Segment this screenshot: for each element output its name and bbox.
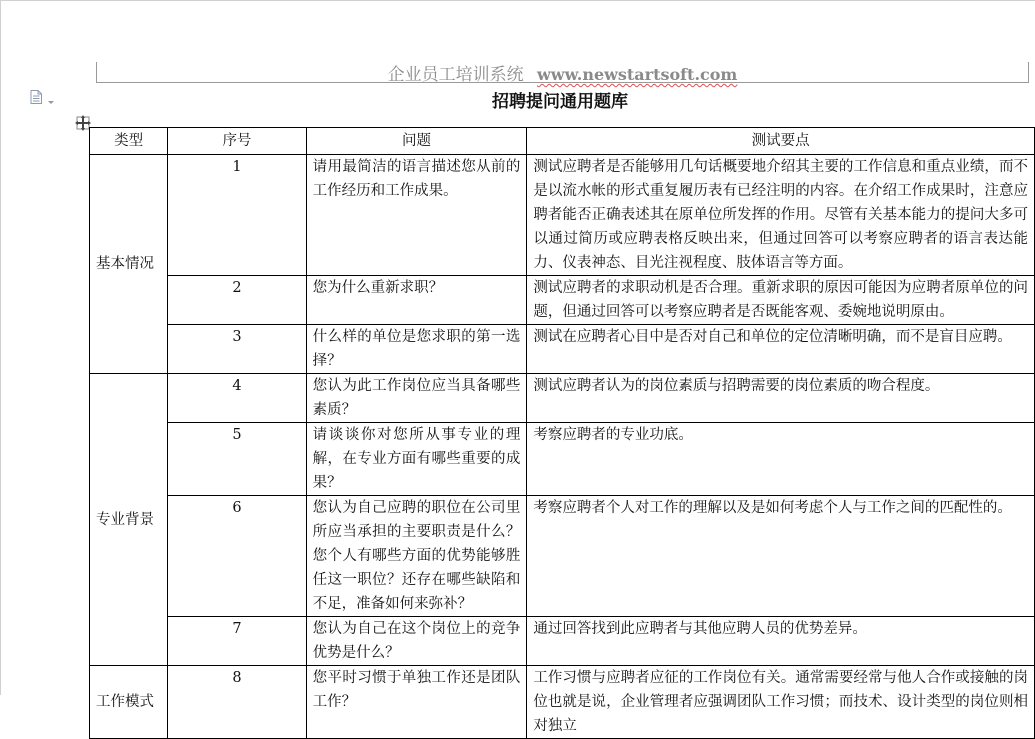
page-header[interactable] bbox=[96, 60, 1029, 85]
table-row bbox=[90, 374, 1035, 423]
test-point-cell: 工作习惯与应聘者应征的工作岗位有关。通常需要经常与他人合作或接触的岗位也就是说，企业管理者应强调团队工作习惯；而技术、设计类型的岗位则相对独立 bbox=[527, 666, 1035, 739]
question-cell: 您认为自己在这个岗位上的竞争优势是什么？ bbox=[306, 617, 527, 666]
question-table bbox=[89, 127, 1035, 739]
question-cell: 您为什么重新求职？ bbox=[306, 276, 527, 325]
question-cell: 什么样的单位是您求职的第一选择？ bbox=[306, 325, 527, 374]
test-point-cell: 测试应聘者认为的岗位素质与招聘需要的岗位素质的吻合程度。 bbox=[527, 374, 1035, 423]
table-row bbox=[90, 155, 1035, 276]
table-row bbox=[90, 666, 1035, 739]
category-cell: 专业背景 bbox=[90, 374, 168, 666]
column-header-test-point: 测试要点 bbox=[527, 128, 1035, 155]
document-title: 招聘提问通用题库 bbox=[492, 92, 628, 112]
test-point-cell: 测试在应聘者心目中是否对自己和单位的定位清晰明确，而不是盲目应聘。 bbox=[527, 325, 1035, 374]
number-cell: 6 bbox=[168, 496, 306, 617]
number-cell: 1 bbox=[168, 155, 306, 276]
table-row bbox=[90, 423, 1035, 496]
table-row bbox=[90, 325, 1035, 374]
table-row bbox=[90, 276, 1035, 325]
test-point-cell: 通过回答找到此应聘者与其他应聘人员的优势差异。 bbox=[527, 617, 1035, 666]
table-header-row bbox=[90, 128, 1035, 155]
number-cell: 8 bbox=[168, 666, 306, 739]
column-header-question: 问题 bbox=[306, 128, 527, 155]
question-cell: 请用最简洁的语言描述您从前的工作经历和工作成果。 bbox=[306, 155, 527, 276]
test-point-cell: 考察应聘者的专业功底。 bbox=[527, 423, 1035, 496]
page-left-edge bbox=[0, 0, 1, 695]
chevron-down-icon[interactable] bbox=[47, 91, 55, 99]
number-cell: 2 bbox=[168, 276, 306, 325]
table-row bbox=[90, 617, 1035, 666]
test-point-cell: 测试应聘者的求职动机是否合理。重新求职的原因可能因为应聘者原单位的问题，但通过回答可以考察应聘者是否既能客观、委婉地说明原由。 bbox=[527, 276, 1035, 325]
header-url[interactable]: www.newstartsoft.com bbox=[537, 65, 738, 84]
column-header-category: 类型 bbox=[90, 128, 168, 155]
column-header-number: 序号 bbox=[168, 128, 306, 155]
header-company: 企业员工培训系统 bbox=[387, 65, 524, 85]
category-cell: 基本情况 bbox=[90, 155, 168, 374]
question-cell: 您平时习惯于单独工作还是团队工作？ bbox=[306, 666, 527, 739]
table-row bbox=[90, 496, 1035, 617]
number-cell: 4 bbox=[168, 374, 306, 423]
document-icon[interactable] bbox=[30, 89, 42, 103]
test-point-cell: 考察应聘者个人对工作的理解以及是如何考虑个人与工作之间的匹配性的。 bbox=[527, 496, 1035, 617]
number-cell: 5 bbox=[168, 423, 306, 496]
question-cell: 您认为自己应聘的职位在公司里所应当承担的主要职责是什么？您个人有哪些方面的优势能够胜任这一职位？还存在哪些缺陷和不足，准备如何来弥补？ bbox=[306, 496, 527, 617]
category-cell: 工作模式 bbox=[90, 666, 168, 739]
question-cell: 您认为此工作岗位应当具备哪些素质？ bbox=[306, 374, 527, 423]
question-cell: 请谈谈你对您所从事专业的理解，在专业方面有哪些重要的成果？ bbox=[306, 423, 527, 496]
number-cell: 7 bbox=[168, 617, 306, 666]
page-top-edge bbox=[0, 0, 1035, 1]
test-point-cell: 测试应聘者是否能够用几句话概要地介绍其主要的工作信息和重点业绩，而不是以流水帐的形式重复履历表有已经注明的内容。在介绍工作成果时，注意应聘者能否正确表述其在原单位所发挥的作用。尽管有关基本能力的提问大多可以通过简历或应聘表格反映出来，但通过回答可以考察应聘者的语言表达能力、仪表神态、目光注视程度、肢体语言等方面。 bbox=[527, 155, 1035, 276]
number-cell: 3 bbox=[168, 325, 306, 374]
